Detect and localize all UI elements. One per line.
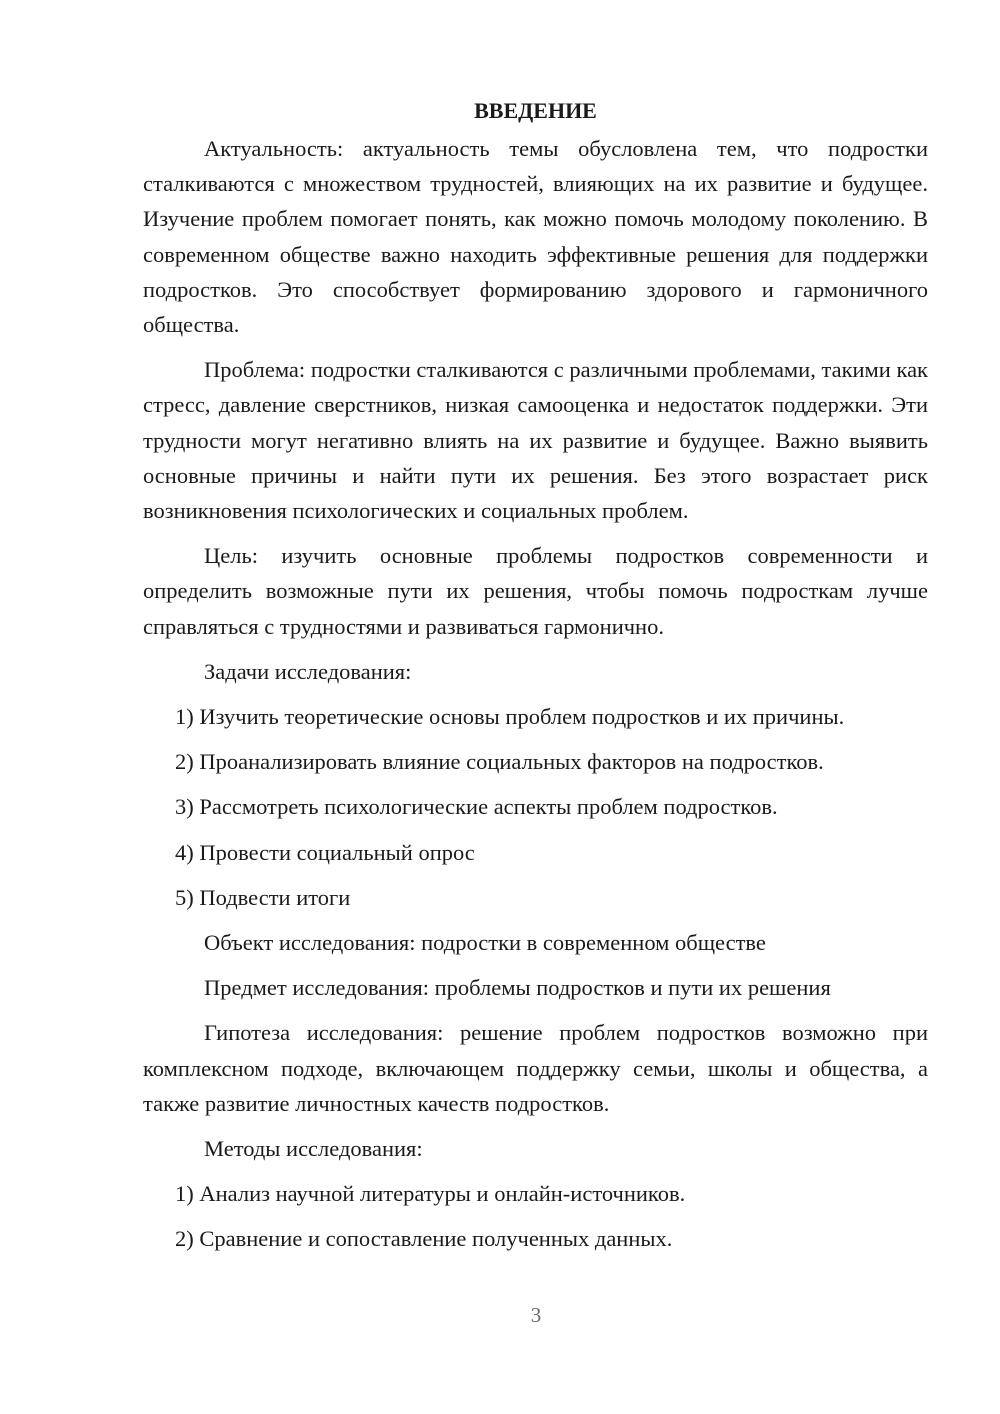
task-item: 2) Проанализировать влияние социальных факторов на подростков. <box>175 749 824 775</box>
method-item: 2) Сравнение и сопоставление полученных данных. <box>175 1226 673 1252</box>
task-item: 3) Рассмотреть психологические аспекты проблем подростков. <box>175 794 778 820</box>
methods-label: Методы исследования: <box>204 1136 423 1162</box>
research-subject: Предмет исследования: проблемы подростков и пути их решения <box>204 975 831 1001</box>
problem-paragraph: Проблема: подростки сталкиваются с различными проблемами, такими как стресс, давление сверстников, низкая самооценка и недостаток поддержки. Эти трудности могут негативно влиять на их развитие и будущее. Важно выявить основные причины и найти пути их решения. Без этого возрастает риск возникновения психологических и социальных проблем. <box>143 357 928 524</box>
task-item: 1) Изучить теоретические основы проблем подростков и их причины. <box>175 704 845 730</box>
task-item: 4) Провести социальный опрос <box>175 839 475 865</box>
relevance-paragraph: Актуальность: актуальность темы обусловлена тем, что подростки сталкиваются с множеством трудностей, влияющих на их развитие и будущее. Изучение проблем помогает понять, как можно помочь молодому поколению. В современном обществе важно находить эффективные решения для поддержки подростков. Это способствует формированию здорового и гармоничного общества. <box>143 136 928 338</box>
method-item: 1) Анализ научной литературы и онлайн-источников. <box>175 1181 686 1207</box>
task-item: 5) Подвести итоги <box>175 884 351 910</box>
page-number: 3 <box>530 1303 542 1327</box>
tasks-label: Задачи исследования: <box>204 658 412 684</box>
page-content <box>143 93 928 1267</box>
page-title: ВВЕДЕНИЕ <box>474 98 597 123</box>
hypothesis-paragraph: Гипотеза исследования: решение проблем подростков возможно при комплексном подходе, включающем поддержку семьи, школы и общества, а также развитие личностных качеств подростков. <box>143 1020 928 1116</box>
goal-paragraph: Цель: изучить основные проблемы подростков современности и определить возможные пути их решения, чтобы помочь подросткам лучше справляться с трудностями и развиваться гармонично. <box>143 543 928 639</box>
research-object: Объект исследования: подростки в современном обществе <box>204 930 766 956</box>
